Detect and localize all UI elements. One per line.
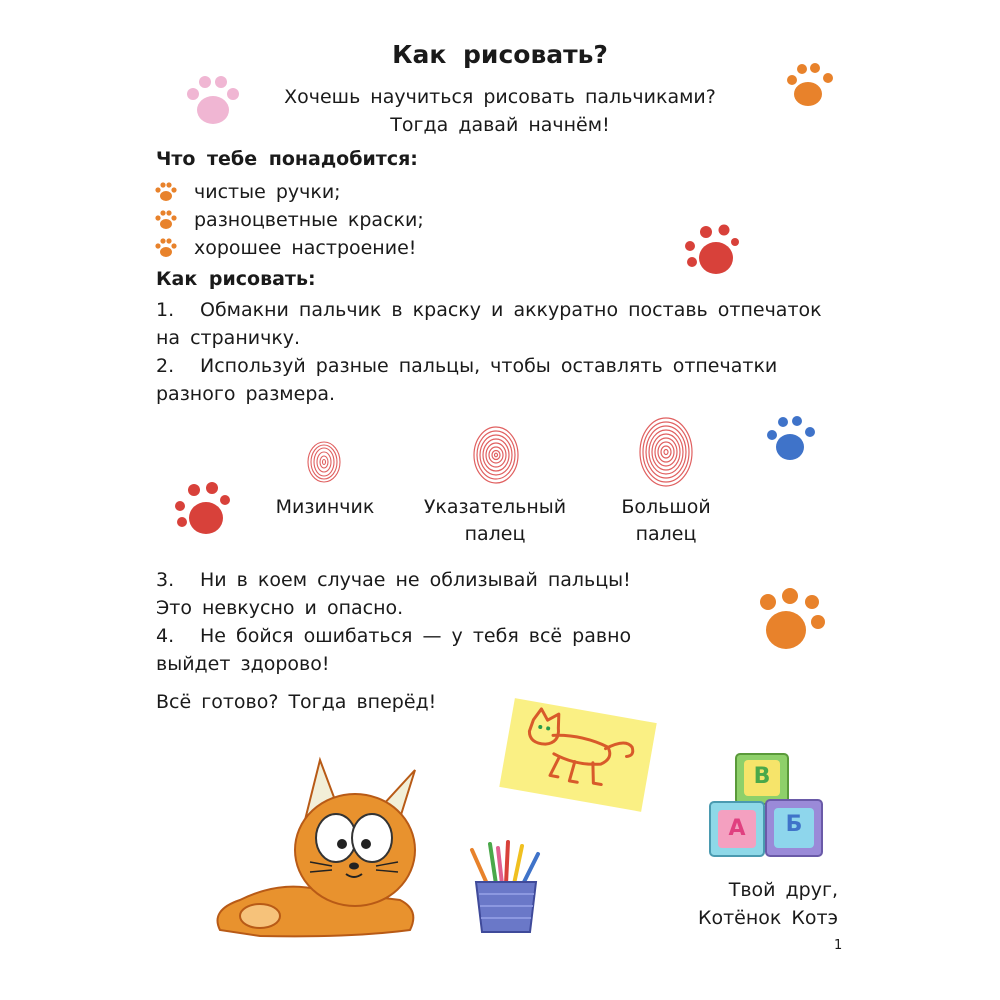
signature <box>698 876 838 932</box>
block-letter: А <box>728 816 746 841</box>
step-text-line-2: на страничку. <box>156 327 301 349</box>
paw-print-red-icon <box>682 222 740 278</box>
supply-item-label: разноцветные краски; <box>194 209 424 231</box>
closing-text: Всё готово? Тогда вперёд! <box>156 691 437 713</box>
fingerprint-large-icon <box>638 416 694 488</box>
step-text-line-1: Используй разные пальцы, чтобы оставлять отпечатки <box>200 355 778 377</box>
fingerprint-small-icon <box>306 440 342 484</box>
finger-label-line-1: Указательный <box>423 496 567 518</box>
how-to-heading: Как рисовать: <box>156 268 316 290</box>
finger-label-line-1: Мизинчик <box>275 496 375 518</box>
step-number: 4. <box>156 625 175 647</box>
steps-block-2 <box>156 566 696 678</box>
fingerprint-medium-icon <box>472 425 520 485</box>
paw-print-pink-icon <box>184 72 242 130</box>
supplies-heading: Что тебе понадобится: <box>156 148 418 170</box>
step-number: 3. <box>156 569 175 591</box>
finger-label-pinky <box>245 494 405 521</box>
block-letter: Б <box>785 812 803 837</box>
paw-bullet-icon <box>154 181 178 203</box>
steps-block-1 <box>156 296 846 408</box>
supply-item-label: хорошее настроение! <box>194 237 417 259</box>
step-text-line-1: Не бойся ошибаться — у тебя всё равно <box>200 625 632 647</box>
signature-line-1: Твой друг, <box>728 879 838 901</box>
finger-label-thumb <box>586 494 746 548</box>
paw-print-orange-icon <box>786 62 836 110</box>
supply-item-label: чистые ручки; <box>194 181 341 203</box>
step-number: 1. <box>156 299 175 321</box>
paw-print-blue-icon <box>766 415 820 465</box>
signature-line-2: Котёнок Котэ <box>697 907 838 929</box>
block-letter: В <box>753 764 771 789</box>
kitten-drawing-card-icon <box>498 700 658 810</box>
kitten-character-icon <box>200 740 440 940</box>
step-text-line-2: Это невкусно и опасно. <box>156 597 404 619</box>
step-text-line-1: Обмакни пальчик в краску и аккуратно поставь отпечаток <box>200 299 822 321</box>
step-item <box>156 296 846 324</box>
finger-label-line-2: палец <box>464 523 526 545</box>
step-text-line-1: Ни в коем случае не облизывай пальцы! <box>200 569 631 591</box>
paw-print-orange-icon <box>758 586 828 652</box>
step-item <box>156 566 696 594</box>
supplies-list <box>154 178 424 262</box>
page-number: 1 <box>834 938 843 953</box>
list-item <box>154 234 424 262</box>
list-item <box>154 178 424 206</box>
intro-line-1: Хочешь научиться рисовать пальчиками? <box>284 86 716 108</box>
finger-label-line-1: Большой <box>621 496 711 518</box>
step-text-line-2: выйдет здорово! <box>156 653 330 675</box>
intro-text <box>0 83 1000 139</box>
finger-label-index <box>405 494 585 548</box>
step-number: 2. <box>156 355 175 377</box>
step-text-line-2: разного размера. <box>156 383 336 405</box>
step-item <box>156 622 696 650</box>
page-title: Как рисовать? <box>392 40 608 69</box>
paw-bullet-icon <box>154 209 178 231</box>
step-item <box>156 352 846 380</box>
list-item <box>154 206 424 234</box>
paw-bullet-icon <box>154 237 178 259</box>
pencil-cup-icon <box>464 838 548 934</box>
paw-print-red-icon <box>172 480 232 536</box>
intro-line-2: Тогда давай начнём! <box>390 114 610 136</box>
finger-label-line-2: палец <box>635 523 697 545</box>
